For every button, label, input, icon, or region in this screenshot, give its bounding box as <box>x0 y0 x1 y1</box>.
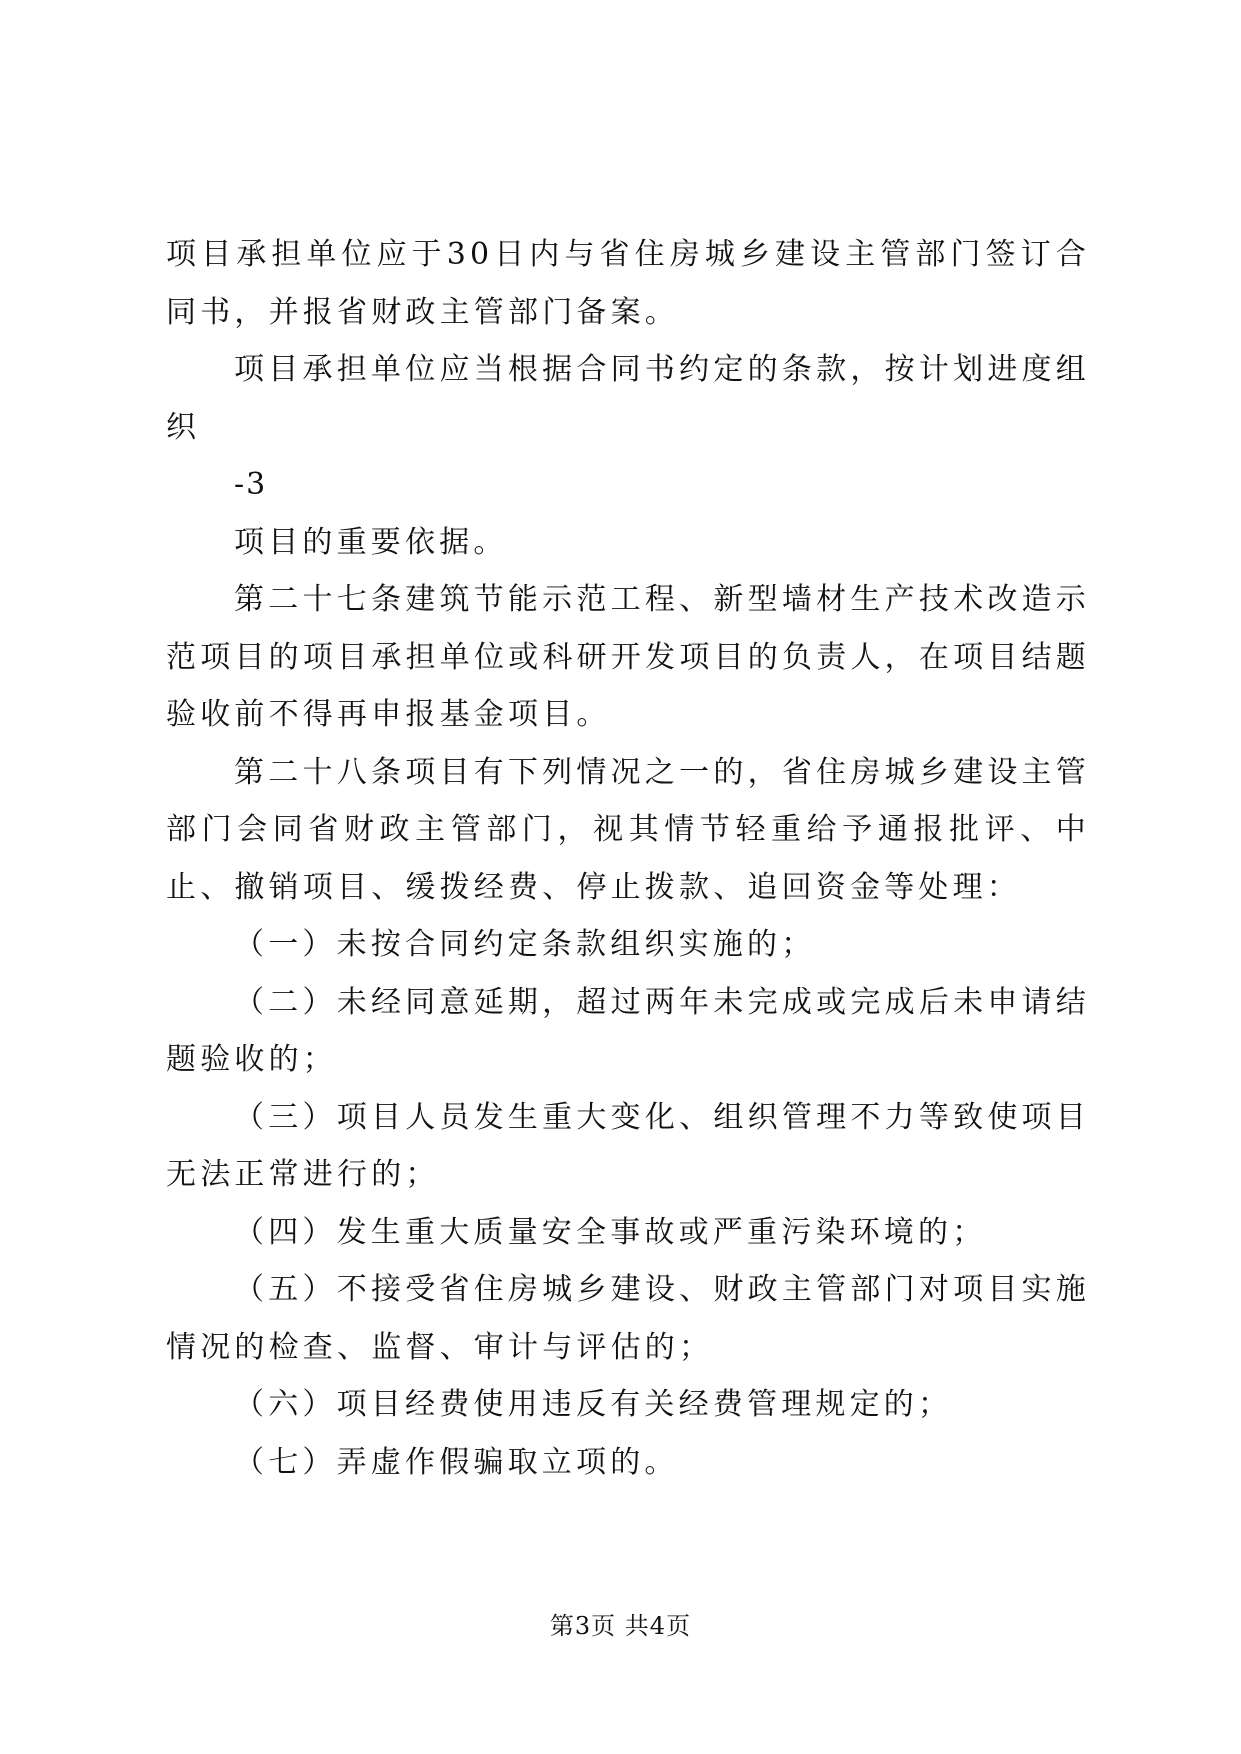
list-item-1: （一）未按合同约定条款组织实施的； <box>234 927 816 962</box>
list-item-6: （六）项目经费使用违反有关经费管理规定的； <box>234 1387 953 1422</box>
list-item-2: （二）未经同意延期，超过两年未完成或完成后未申请结题验收的； <box>166 984 1090 1077</box>
page-fragment-marker: -3 <box>234 467 268 502</box>
page-number-label: 第3页 共4页 <box>549 1612 692 1640</box>
list-item-5: （五）不接受省住房城乡建设、财政主管部门对项目实施情况的检查、监督、审计与评估的； <box>166 1272 1090 1365</box>
list-item-7: （七）弄虚作假骗取立项的。 <box>234 1444 679 1480</box>
article-28-paragraph: 第二十八条项目有下列情况之一的，省住房城乡建设主管部门会同省财政主管部门，视其情节轻重给予通报批评、中止、撤销项目、缓拨经费、停止拨款、追回资金等处理： <box>166 754 1090 905</box>
paragraph-important-basis: 项目的重要依据。 <box>234 524 508 560</box>
document-body <box>166 226 1090 1491</box>
page-footer <box>0 1606 1241 1641</box>
article-27-paragraph: 第二十七条建筑节能示范工程、新型墙材生产技术改造示范项目的项目承担单位或科研开发项目的负责人，在项目结题验收前不得再申报基金项目。 <box>166 582 1090 732</box>
paragraph-contract-signing: 项目承担单位应于30日内与省住房城乡建设主管部门签订合同书，并报省财政主管部门备案。 <box>166 237 1090 330</box>
list-item-4: （四）发生重大质量安全事故或严重污染环境的； <box>234 1214 987 1250</box>
paragraph-schedule-organize: 项目承担单位应当根据合同书约定的条款，按计划进度组织 <box>166 352 1090 445</box>
list-item-3: （三）项目人员发生重大变化、组织管理不力等致使项目无法正常进行的； <box>166 1099 1090 1192</box>
